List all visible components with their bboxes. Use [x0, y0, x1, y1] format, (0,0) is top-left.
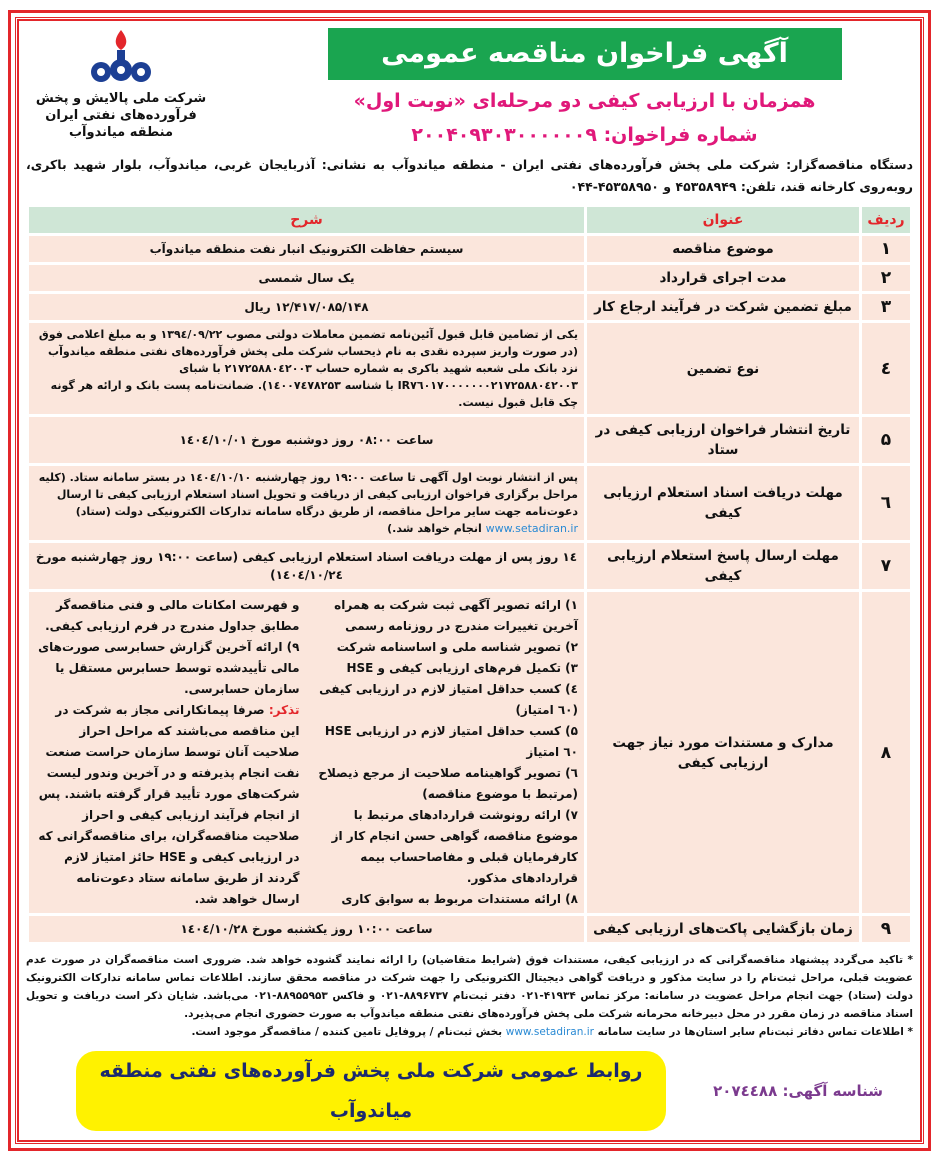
row-desc: ساعت ۱۰:۰۰ روز یکشنبه مورخ ۱٤۰٤/۱۰/۲۸: [29, 916, 584, 942]
row-desc: یکی از تضامین قابل قبول آئین‌نامه تضمین معاملات دولتی مصوب ۱۳۹٤/۰۹/۲۲ و به مبلغ اعلامی فوق (در صورت واریز سپرده نقدی به نام ذیحساب شرکت ملی پخش فرآورده‌های نفتی منطقه میاندوآب نزد بانک ملی شعبه شهید باکری به شماره حساب ۲۱۷۲۵۸۸۰٤۲۰۰۳ با شبای IR۷٦۰۱۷۰۰۰۰۰۰۰۲۱۷۲۵۸۸۰٤۲۰۰۳ با شناسه ۱٤۰۰۷٤۷۸۲۵۳). ضمانت‌نامه پست بانک و ارائه هر گونه چک قابل قبول نیست.: [29, 323, 584, 414]
row-desc: [29, 466, 584, 540]
title-block: [236, 28, 913, 148]
document-item: ۷) ارائه رونوشت قراردادهای مرتبط با موضوع مناقصه، گواهی حسن انجام کار از کارفرمایان قبلی و مفاصاحساب بیمه قراردادهای مذکور.: [331, 808, 578, 885]
document-item: ٤) کسب حداقل امتیاز لازم در ارزیابی کیفی (٦۰ امتیاز): [319, 682, 578, 717]
table-row: [29, 543, 910, 589]
table-row: [29, 466, 910, 540]
row-desc: ساعت ۰۸:۰۰ روز دوشنبه مورخ ۱٤۰٤/۱۰/۰۱: [29, 417, 584, 463]
documents-columns: [35, 595, 578, 910]
tender-table: [26, 204, 913, 945]
header-desc: شرح: [29, 207, 584, 233]
note-2-end: بخش ثبت‌نام / پروفایل تامین کننده / مناقصه‌گر موجود است.: [191, 1026, 503, 1038]
table-row: [29, 294, 910, 320]
document-item: ۳) تکمیل فرم‌های ارزیابی کیفی و HSE: [346, 661, 578, 675]
row-desc: ۱٤ روز پس از مهلت دریافت اسناد استعلام ارزیابی کیفی (ساعت ۱۹:۰۰ روز چهارشنبه مورخ ۱٤۰٤/۱۰/۲٤): [29, 543, 584, 589]
note-1: * تاکید می‌گردد پیشنهاد مناقصه‌گرانی که در ارزیابی کیفی، مستندات فوق (شرایط متقاضیان) را ارائه نمایند گشوده خواهد شد. ضروری است مناقصه‌گران در صورت عدم عضویت قبلی، مراحل ثبت‌نام را در سایت مذکور و دریافت گواهی دیجیتال الکترونیکی را جهت شرکت در مناقصه محقق سازند. اطلاعات تماس سامانه تدارکات الکترونیک دولت (ستاد) جهت انجام مراحل عضویت در سامانه: مرکز تماس ۴۱۹۳۴-۰۲۱ دفتر ثبت‌نام ۸۸۹۶۷۳۷-۰۲۱ و فاکس ۸۸۹۵۵۹۵۳-۰۲۱ می‌باشد. شایان ذکر است دریافت و تحویل اسناد مناقصه در زمان مقرر در محل دبیرخانه محرمانه شرکت ملی پخش فرآورده‌های نفتی منطقه میاندوآب به صورت حضوری انجام می‌پذیرد.: [26, 954, 913, 1020]
row-number: ۵: [862, 417, 910, 463]
document-item: ۸) ارائه مستندات مربوط به سوابق کاری: [341, 892, 578, 906]
row-number: ۳: [862, 294, 910, 320]
company-line: منطقه میاندوآب: [68, 125, 173, 140]
row-title: تاریخ انتشار فراخوان ارزیابی کیفی در ستاد: [587, 417, 859, 463]
desc-text: پس از انتشار نوبت اول آگهی تا ساعت ۱۹:۰۰ روز چهارشنبه ۱٤۰٤/۱۰/۱۰ در بستر سامانه ستاد. (کلیه مراحل برگزاری فراخوان ارزیابی کیفی از دریافت و تحویل اسناد استعلام ارزیابی کیفی تا ارسال دعوت‌نامه جهت سایر مراحل مناقصه، از طریق درگاه سامانه تدارکات الکترونیکی دولت (ستاد): [38, 471, 578, 518]
nioc-logo: [71, 28, 171, 88]
setadiran-link[interactable]: www.setadiran.ir: [505, 1026, 594, 1038]
row-title: مهلت دریافت اسناد استعلام ارزیابی کیفی: [587, 466, 859, 540]
row-number: ۷: [862, 543, 910, 589]
note-label: تذکر:: [268, 703, 300, 717]
header: [26, 28, 913, 148]
row-title: موضوع مناقصه: [587, 236, 859, 262]
row-desc: یک سال شمسی: [29, 265, 584, 291]
company-line: فرآورده‌های نفتی ایران: [45, 108, 197, 123]
note: [35, 700, 300, 910]
brand: [26, 28, 216, 141]
company-line: شرکت ملی پالایش و پخش: [35, 91, 207, 106]
documents-column-2: [35, 595, 300, 910]
table-row: [29, 417, 910, 463]
table-row: [29, 236, 910, 262]
row-title: مدارک و مستندات مورد نیاز جهت ارزیابی کیفی: [587, 592, 859, 913]
ad-id: شناسه آگهی: ۲۰۷٤٤۸۸: [713, 1082, 883, 1100]
subtitle: همزمان با ارزیابی کیفی دو مرحله‌ای «نوبت اول»: [353, 90, 816, 112]
row-number: ۱: [862, 236, 910, 262]
row-title: نوع تضمین: [587, 323, 859, 414]
documents-column-1: [314, 595, 579, 910]
note-2: [26, 1023, 913, 1041]
title-banner: آگهی فراخوان مناقصه عمومی: [328, 28, 842, 80]
row-number: ۸: [862, 592, 910, 913]
footer: [26, 1047, 913, 1131]
table-row: [29, 265, 910, 291]
setadiran-link[interactable]: www.setadiran.ir: [485, 522, 578, 535]
document-item: ۵) کسب حداقل امتیاز لازم در ارزیابی HSE ٦۰ امتیاز: [324, 724, 578, 759]
public-relations-banner: روابط عمومی شرکت ملی پخش فرآورده‌های نفتی منطقه میاندوآب: [76, 1051, 666, 1131]
organizer-info: دستگاه مناقصه‌گزار: شرکت ملی پخش فرآورده‌های نفتی ایران - منطقه میاندوآب به نشانی: آذربایجان غربی، میاندوآب، بلوار شهید باکری، روبه‌روی کارخانه قند، تلفن: ۴۵۳۵۸۹۴۹ و ۴۵۳۵۸۹۵۰-۰۴۴: [26, 157, 913, 194]
note-text: صرفا پیمانکارانی مجاز به شرکت در این مناقصه می‌باشند که مراحل احراز صلاحیت آنان توسط سازمان حراست صنعت نفت انجام پذیرفته و در آخرین وندور لیست شرکت‌های مورد تأیید قرار گرفته باشند. پس از انجام فرآیند ارزیابی کیفی و احراز صلاحیت مناقصه‌گران، برای مناقصه‌گرانی که در ارزیابی کیفی و HSE حائز امتیاز لازم گردند از طریق سامانه ستاد دعوت‌نامه ارسال خواهد شد.: [38, 703, 300, 906]
documents-column-2-items: [35, 595, 300, 700]
table-row: [29, 592, 910, 913]
row-number: ٤: [862, 323, 910, 414]
desc-end: انجام خواهد شد.): [387, 522, 482, 535]
table-row: [29, 323, 910, 414]
table-header: [29, 207, 910, 233]
document-item: ٦) تصویر گواهینامه صلاحیت از مرجع ذیصلاح (مرتبط با موضوع مناقصه): [318, 766, 578, 801]
document-item: ۱) ارائه تصویر آگهی ثبت شرکت به همراه آخرین تغییرات مندرج در روزنامه رسمی: [334, 598, 578, 633]
notes: [26, 951, 913, 1041]
row-desc: سیستم حفاظت الکترونیک انبار نفت منطقه میاندوآب: [29, 236, 584, 262]
row-number: ۹: [862, 916, 910, 942]
row-title: مبلغ تضمین شرکت در فرآیند ارجاع کار: [587, 294, 859, 320]
row-title: مهلت ارسال پاسخ استعلام ارزیابی کیفی: [587, 543, 859, 589]
row-title: زمان بازگشایی پاکت‌های ارزیابی کیفی: [587, 916, 859, 942]
row-desc: [29, 592, 584, 913]
row-number: ۲: [862, 265, 910, 291]
header-title: عنوان: [587, 207, 859, 233]
document-item: ۲) تصویر شناسه ملی و اساسنامه شرکت: [336, 640, 578, 654]
document-item: و فهرست امکانات مالی و فنی مناقصه‌گر مطابق جداول مندرج در فرم ارزیابی کیفی.: [45, 598, 300, 633]
note-2-start: * اطلاعات تماس دفاتر ثبت‌نام سایر استان‌ها در سایت سامانه: [597, 1026, 913, 1038]
document-item: ۹) ارائه آخرین گزارش حسابرسی صورت‌های مالی تأییدشده توسط حسابرس مستقل یا سازمان حسابرسی.: [38, 640, 300, 696]
company-name: [26, 90, 216, 141]
row-number: ٦: [862, 466, 910, 540]
table-row: [29, 916, 910, 942]
row-desc: ۱۲/۴۱۷/۰۸۵/۱۴۸ ریال: [29, 294, 584, 320]
tender-number: شماره فراخوان: ۲۰۰۴۰۹۳۰۳۰۰۰۰۰۰۹: [411, 124, 758, 146]
header-radif: ردیف: [862, 207, 910, 233]
row-title: مدت اجرای قرارداد: [587, 265, 859, 291]
